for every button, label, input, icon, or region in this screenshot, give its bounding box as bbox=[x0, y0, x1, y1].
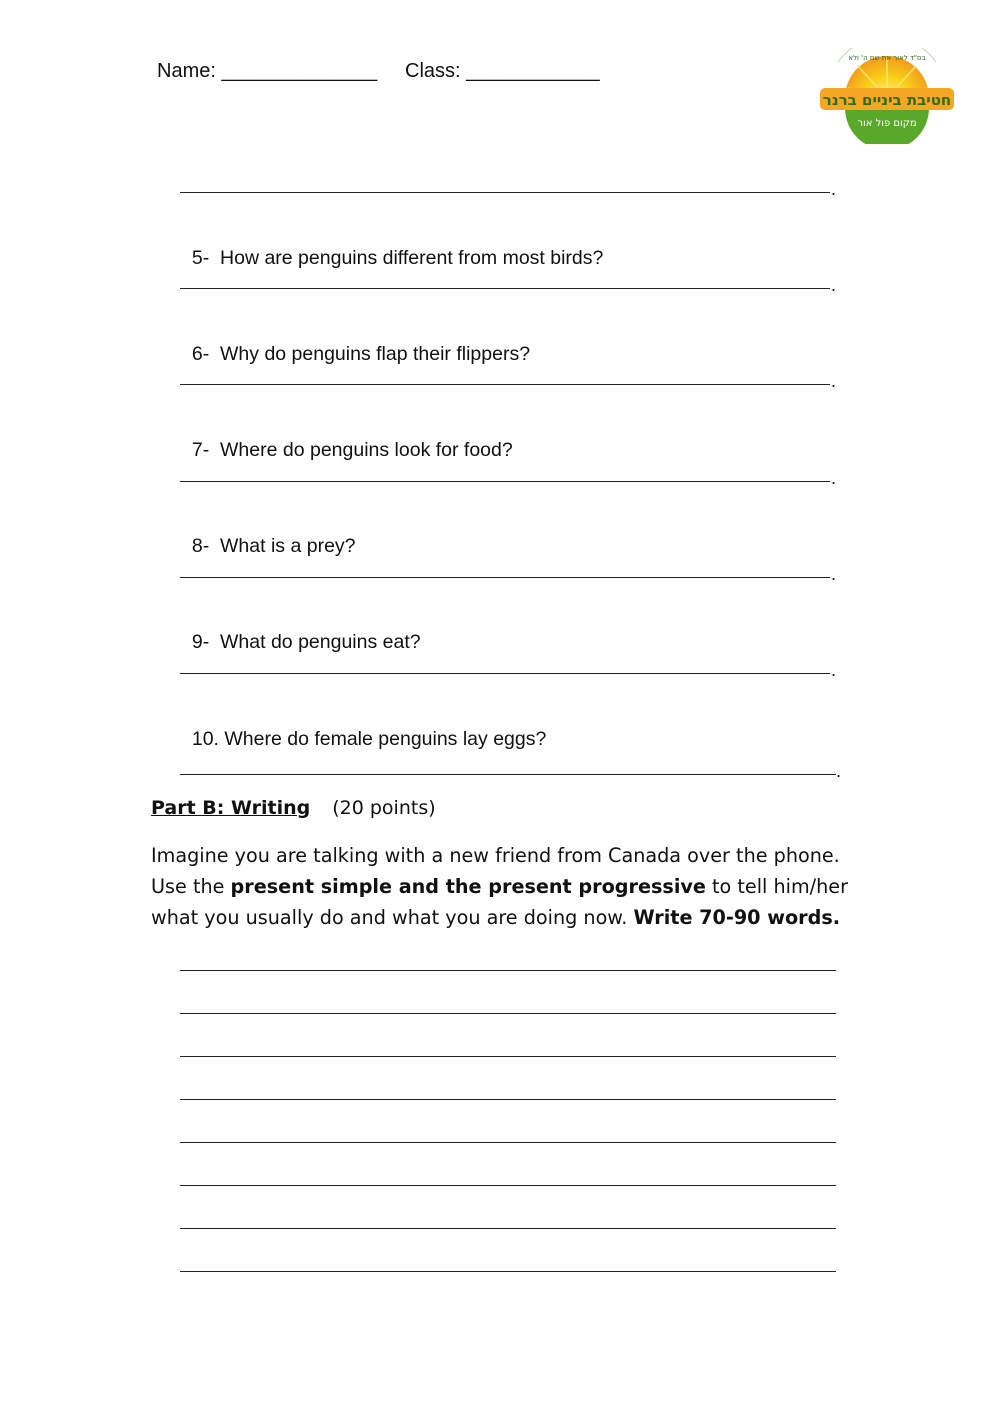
answer-line-5[interactable] bbox=[180, 288, 830, 289]
answer-line-10[interactable] bbox=[180, 774, 836, 775]
instructions-text-1: Imagine you are talking with a new friend from Canada over the phone. Use the bbox=[151, 844, 840, 898]
instructions-bold-1: present simple and the present progressive bbox=[230, 875, 706, 898]
logo-graphic bbox=[818, 48, 956, 144]
part-b-heading bbox=[151, 797, 436, 819]
part-b-title: Part B: Writing bbox=[151, 797, 311, 819]
question-9 bbox=[181, 608, 421, 654]
writing-line[interactable] bbox=[180, 1056, 836, 1057]
line-end-dot: . bbox=[836, 761, 842, 781]
line-end-dot: . bbox=[831, 468, 837, 488]
writing-line[interactable] bbox=[180, 1271, 836, 1272]
question-number: 7- bbox=[191, 439, 210, 461]
question-text: What is a prey? bbox=[220, 535, 356, 557]
logo-arc-text: בס"ד לאור את שם ה' ולא bbox=[848, 54, 926, 62]
school-logo bbox=[818, 48, 956, 144]
writing-line[interactable] bbox=[180, 1228, 836, 1229]
line-end-dot: . bbox=[831, 275, 837, 295]
answer-line[interactable] bbox=[180, 192, 830, 193]
writing-line[interactable] bbox=[180, 970, 836, 971]
question-text: How are penguins different from most birds? bbox=[220, 247, 604, 269]
logo-subtitle: מקום פול אור bbox=[857, 118, 917, 129]
line-end-dot: . bbox=[831, 179, 837, 199]
logo-title: חטיבת ביניים ברנר bbox=[822, 91, 952, 109]
writing-line[interactable] bbox=[180, 1013, 836, 1014]
question-7 bbox=[181, 416, 513, 462]
answer-line-8[interactable] bbox=[180, 577, 830, 578]
question-text: Where do penguins look for food? bbox=[220, 439, 513, 461]
answer-line-6[interactable] bbox=[180, 384, 830, 385]
answer-line-7[interactable] bbox=[180, 481, 830, 482]
question-number: 5- bbox=[191, 247, 210, 269]
answer-line-9[interactable] bbox=[180, 673, 830, 674]
question-text: What do penguins eat? bbox=[220, 631, 421, 653]
question-number: 9- bbox=[191, 631, 210, 653]
question-5 bbox=[181, 224, 603, 270]
writing-line[interactable] bbox=[180, 1099, 836, 1100]
instructions-bold-2: Write 70-90 words. bbox=[633, 906, 841, 929]
question-number: 6- bbox=[191, 343, 210, 365]
question-number: 8- bbox=[191, 535, 210, 557]
question-number: 10. bbox=[191, 728, 219, 750]
question-text: Where do female penguins lay eggs? bbox=[224, 728, 547, 750]
writing-line[interactable] bbox=[180, 1142, 836, 1143]
line-end-dot: . bbox=[831, 371, 837, 391]
question-10 bbox=[181, 705, 546, 751]
question-6 bbox=[181, 320, 530, 366]
line-end-dot: . bbox=[831, 660, 837, 680]
class-field-label: Class: ____________ bbox=[405, 60, 600, 82]
part-b-points: (20 points) bbox=[332, 797, 436, 819]
instructions-text-2: to tell him/her what you usually do and what you are doing now. bbox=[151, 875, 848, 929]
writing-instructions bbox=[151, 840, 851, 933]
question-8 bbox=[181, 512, 356, 558]
name-field-label: Name: ______________ bbox=[157, 60, 378, 82]
line-end-dot: . bbox=[831, 564, 837, 584]
writing-line[interactable] bbox=[180, 1185, 836, 1186]
question-text: Why do penguins flap their flippers? bbox=[220, 343, 531, 365]
